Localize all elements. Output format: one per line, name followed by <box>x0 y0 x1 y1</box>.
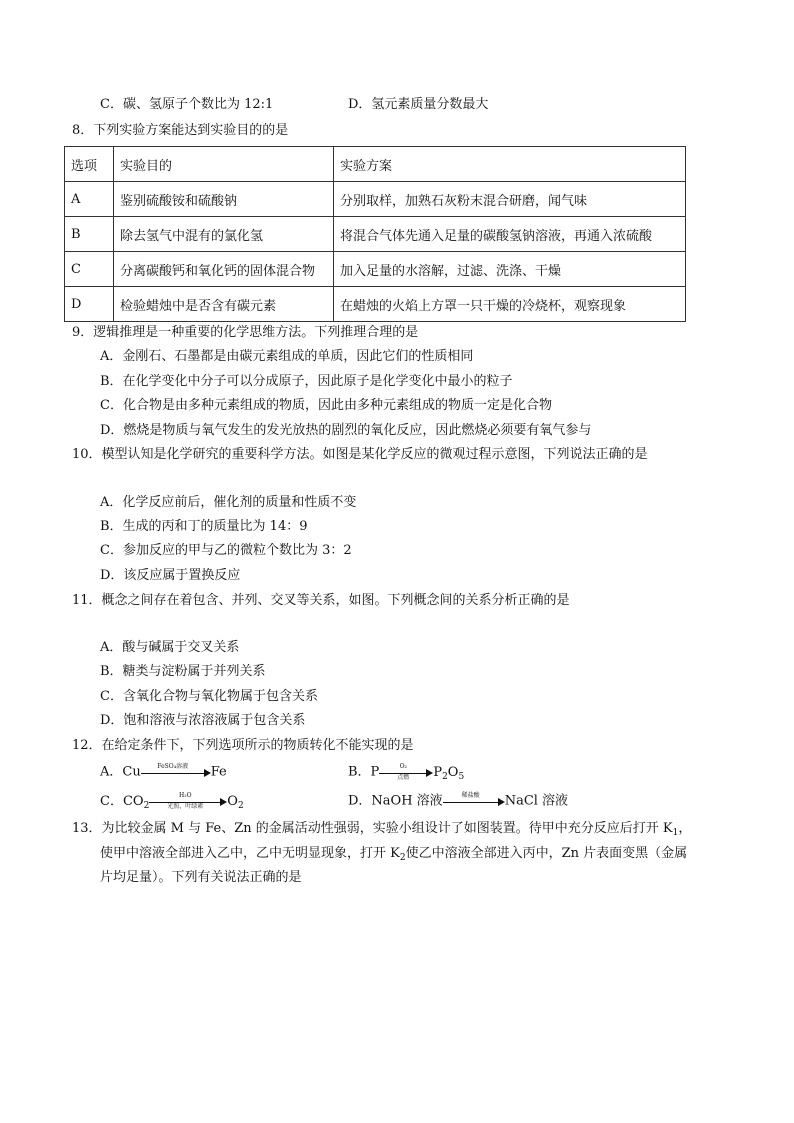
q12-stem: 12．在给定条件下，下列选项所示的物质转化不能实现的是 <box>72 738 414 753</box>
q12-option-a <box>100 763 227 782</box>
q12-c-reactant: C．$CO_2$ <box>100 793 150 811</box>
reaction-condition: O₂ <box>399 763 407 770</box>
q12-a-reactant: A．Cu <box>100 764 141 780</box>
q12-d-reactant: D．NaOH 溶液 <box>348 793 443 809</box>
q7-option-c: C．碳、氢原子个数比为 12:1 <box>100 97 274 112</box>
q10-option-a: A．化学反应前后，催化剂的质量和性质不变 <box>100 495 357 510</box>
reaction-arrow-icon <box>379 763 433 781</box>
q13-line-3: 片均足量）。下列有关说法正确的是 <box>100 870 302 885</box>
q12-b-product: $P_2O_5$ <box>433 764 465 782</box>
q9-option-b: B．在化学变化中分子可以分成原子，因此原子是化学变化中最小的粒子 <box>100 374 513 389</box>
reaction-condition: 点燃 <box>397 774 410 781</box>
table-header: 实验目的 <box>114 147 334 182</box>
reaction-arrow-icon <box>443 792 505 810</box>
table-cell: D <box>65 287 114 322</box>
table-row <box>65 217 686 252</box>
table-cell: C <box>65 252 114 287</box>
table-cell: 加入足量的水溶解，过滤、洗涤、干燥 <box>334 252 686 287</box>
q9-stem: 9．逻辑推理是一种重要的化学思维方法。下列推理合理的是 <box>72 325 419 340</box>
table-cell: 分别取样，加熟石灰粉末混合研磨，闻气味 <box>334 182 686 217</box>
reaction-condition: 光照，叶绿素 <box>167 803 204 810</box>
table-header: 选项 <box>65 147 114 182</box>
q11-option-a: A．酸与碱属于交叉关系 <box>100 640 240 655</box>
q12-b-reactant: B．P <box>348 764 380 780</box>
q10-option-b: B．生成的丙和丁的质量比为 14：9 <box>100 519 308 534</box>
table-cell: 检验蜡烛中是否含有碳元素 <box>114 287 334 322</box>
q12-d-product: NaCl 溶液 <box>504 793 569 809</box>
q8-stem: 8．下列实验方案能达到实验目的的是 <box>72 123 289 138</box>
q9-option-d: D．燃烧是物质与氧气发生的发光放热的剧烈的氧化反应，因此燃烧必须要有氧气参与 <box>100 423 592 438</box>
table-cell: 除去氢气中混有的氯化氢 <box>114 217 334 252</box>
q11-stem: 11．概念之间存在着包含、并列、交叉等关系，如图。下列概念间的关系分析正确的是 <box>72 593 570 608</box>
q8-table <box>64 146 686 322</box>
q10-option-c: C．参加反应的甲与乙的微粒个数比为 3：2 <box>100 543 352 558</box>
table-cell: 在蜡烛的火焰上方罩一只干燥的冷烧杯，观察现象 <box>334 287 686 322</box>
reaction-arrow-icon <box>141 763 211 781</box>
reaction-condition: FeSO₄溶液 <box>157 763 189 770</box>
q13-line-1: 13．为比较金属 M 与 Fe、Zn 的金属活动性强弱，实验小组设计了如图装置。待甲中充分反应后打开 $K_1$， <box>72 821 692 838</box>
q12-option-b <box>348 763 464 786</box>
q12-option-c <box>100 792 244 815</box>
q11-option-d: D．饱和溶液与浓溶液属于包含关系 <box>100 713 306 728</box>
q11-option-c: C．含氧化合物与氧化物属于包含关系 <box>100 689 318 704</box>
q13-line-2: 使甲中溶液全部进入乙中，乙中无明显现象，打开 $K_2$使乙中溶液全部进入丙中，Zn 片表面变黑（金属 <box>100 846 688 863</box>
q11-option-b: B．糖类与淀粉属于并列关系 <box>100 664 266 679</box>
q9-option-c: C．化合物是由多种元素组成的物质，因此由多种元素组成的物质一定是化合物 <box>100 398 552 413</box>
table-cell: 鉴别硫酸铵和硫酸钠 <box>114 182 334 217</box>
q12-a-product: Fe <box>210 764 227 780</box>
reaction-condition: H₂O <box>179 792 192 799</box>
table-header: 实验方案 <box>334 147 686 182</box>
q10-stem: 10．模型认知是化学研究的重要科学方法。如图是某化学反应的微观过程示意图，下列说法正确的是 <box>72 447 648 462</box>
table-cell: 将混合气体先通入足量的碳酸氢钠溶液，再通入浓硫酸 <box>334 217 686 252</box>
table-cell: B <box>65 217 114 252</box>
table-cell: A <box>65 182 114 217</box>
q10-option-d: D．该反应属于置换反应 <box>100 568 241 583</box>
table-header-row <box>65 147 686 182</box>
q12-c-product: $O_2$ <box>227 793 244 811</box>
q12-option-d <box>348 792 568 811</box>
reaction-condition: 稀盐酸 <box>461 792 480 799</box>
q7-option-d: D．氢元素质量分数最大 <box>348 97 489 112</box>
table-row <box>65 287 686 322</box>
q9-option-a: A．金刚石、石墨都是由碳元素组成的单质，因此它们的性质相同 <box>100 349 474 364</box>
table-row <box>65 252 686 287</box>
table-cell: 分离碳酸钙和氧化钙的固体混合物 <box>114 252 334 287</box>
reaction-arrow-icon <box>149 792 227 810</box>
table-row <box>65 182 686 217</box>
